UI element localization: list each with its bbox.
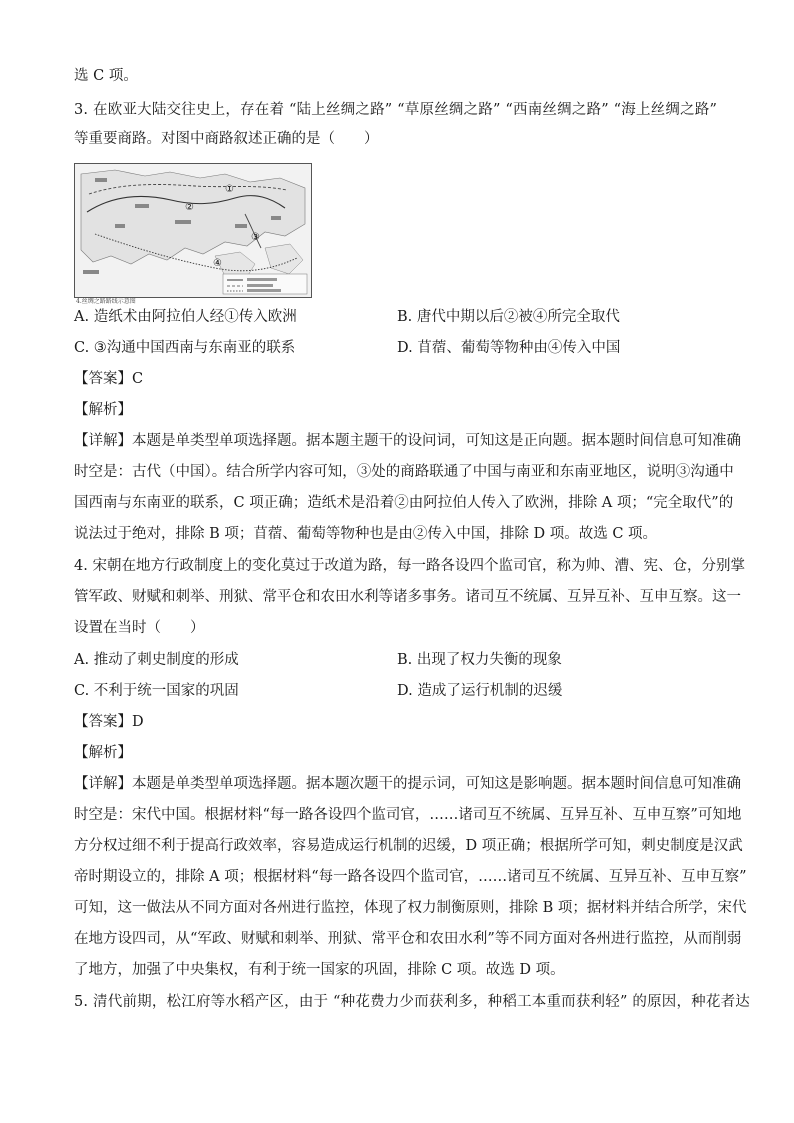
q4-option-c: C. 不利于统一国家的巩固	[74, 683, 239, 699]
q3-detail-line: 国西南与东南亚的联系，C 项正确；造纸术是沿着②由阿拉伯人传入了欧洲，排除 A 项；“完全取代”的	[74, 495, 734, 511]
map-caption: 4.丝绸之路路线示意图	[76, 298, 136, 305]
q3-analysis-label: 【解析】	[74, 402, 132, 418]
question-5-stem: 5. 清代前期，松江府等水稻产区，由于 “种花费力少而获利多，种稻工本重而获利轻” 的原因，种花者达	[74, 994, 750, 1010]
silk-road-map	[74, 163, 312, 298]
q3-option-a: A. 造纸术由阿拉伯人经①传入欧洲	[74, 309, 297, 325]
q3-option-c: C. ③沟通中国西南与东南亚的联系	[74, 340, 296, 356]
map-marker-4: ④	[213, 258, 222, 269]
q4-detail-line: 了地方，加强了中央集权，有利于统一国家的巩固，排除 C 项。故选 D 项。	[74, 962, 565, 978]
q3-option-b: B. 唐代中期以后②被④所完全取代	[397, 309, 620, 325]
q3-option-d: D. 苜蓿、葡萄等物种由④传入中国	[397, 340, 621, 356]
q4-detail-line: 方分权过细不利于提高行政效率，容易造成运行机制的迟缓，D 项正确；根据所学可知，刺史制度是汉武	[74, 838, 743, 854]
q3-answer: 【答案】C	[74, 371, 144, 387]
q4-detail-line: 可知，这一做法从不同方面对各州进行监控，体现了权力制衡原则，排除 B 项；据材料并结合所学，宋代	[74, 900, 747, 916]
q4-detail-line: 帝时期设立的，排除 A 项；根据材料“每一路各设四个监司官，……诸司互不统属、互异互补、互申互察”	[74, 869, 747, 885]
q4-answer: 【答案】D	[74, 714, 144, 730]
q4-option-d: D. 造成了运行机制的迟缓	[397, 683, 563, 699]
map-marker-1: ①	[225, 184, 234, 195]
map-marker-3: ③	[251, 232, 260, 243]
map-marker-2: ②	[185, 202, 194, 213]
q4-option-b: B. 出现了权力失衡的现象	[397, 652, 562, 668]
q4-analysis-label: 【解析】	[74, 745, 132, 761]
q4-detail-line: 【详解】本题是单类型单项选择题。据本题次题干的提示词，可知这是影响题。据本题时间信息可知准确	[74, 776, 741, 792]
q3-detail-line: 说法过于绝对，排除 B 项；苜蓿、葡萄等物种也是由②传入中国，排除 D 项。故选 C 项。	[74, 526, 658, 542]
q3-detail-line: 【详解】本题是单类型单项选择题。据本题主题干的设问词，可知这是正向题。据本题时间信息可知准确	[74, 433, 741, 449]
q4-detail-line: 时空是：宋代中国。根据材料“每一路各设四个监司官，……诸司互不统属、互异互补、互申互察”可知地	[74, 807, 742, 823]
text-line: 选 C 项。	[74, 68, 138, 84]
question-4-stem-cont: 管军政、财赋和刺举、刑狱、常平仓和农田水利等诸多事务。诸司互不统属、互异互补、互申互察。这一	[74, 589, 741, 605]
question-3-stem: 3. 在欧亚大陆交往史上，存在着 “陆上丝绸之路” “草原丝绸之路” “西南丝绸之路” “海上丝绸之路”	[74, 102, 718, 118]
q4-detail-line: 在地方设四司，从“军政、财赋和刺举、刑狱、常平仓和农田水利”等不同方面对各州进行监控，从而削弱	[74, 931, 742, 947]
question-4-stem: 4. 宋朝在地方行政制度上的变化莫过于改道为路，每一路各设四个监司官，称为帅、漕、宪、仓，分别掌	[74, 558, 745, 574]
question-3-stem-cont: 等重要商路。对图中商路叙述正确的是（ ）	[74, 131, 379, 147]
question-4-stem-cont: 设置在当时（ ）	[74, 620, 205, 636]
q3-detail-line: 时空是：古代（中国）。结合所学内容可知，③处的商路联通了中国与南亚和东南亚地区，说明③沟通中	[74, 464, 734, 480]
q4-option-a: A. 推动了刺史制度的形成	[74, 652, 239, 668]
